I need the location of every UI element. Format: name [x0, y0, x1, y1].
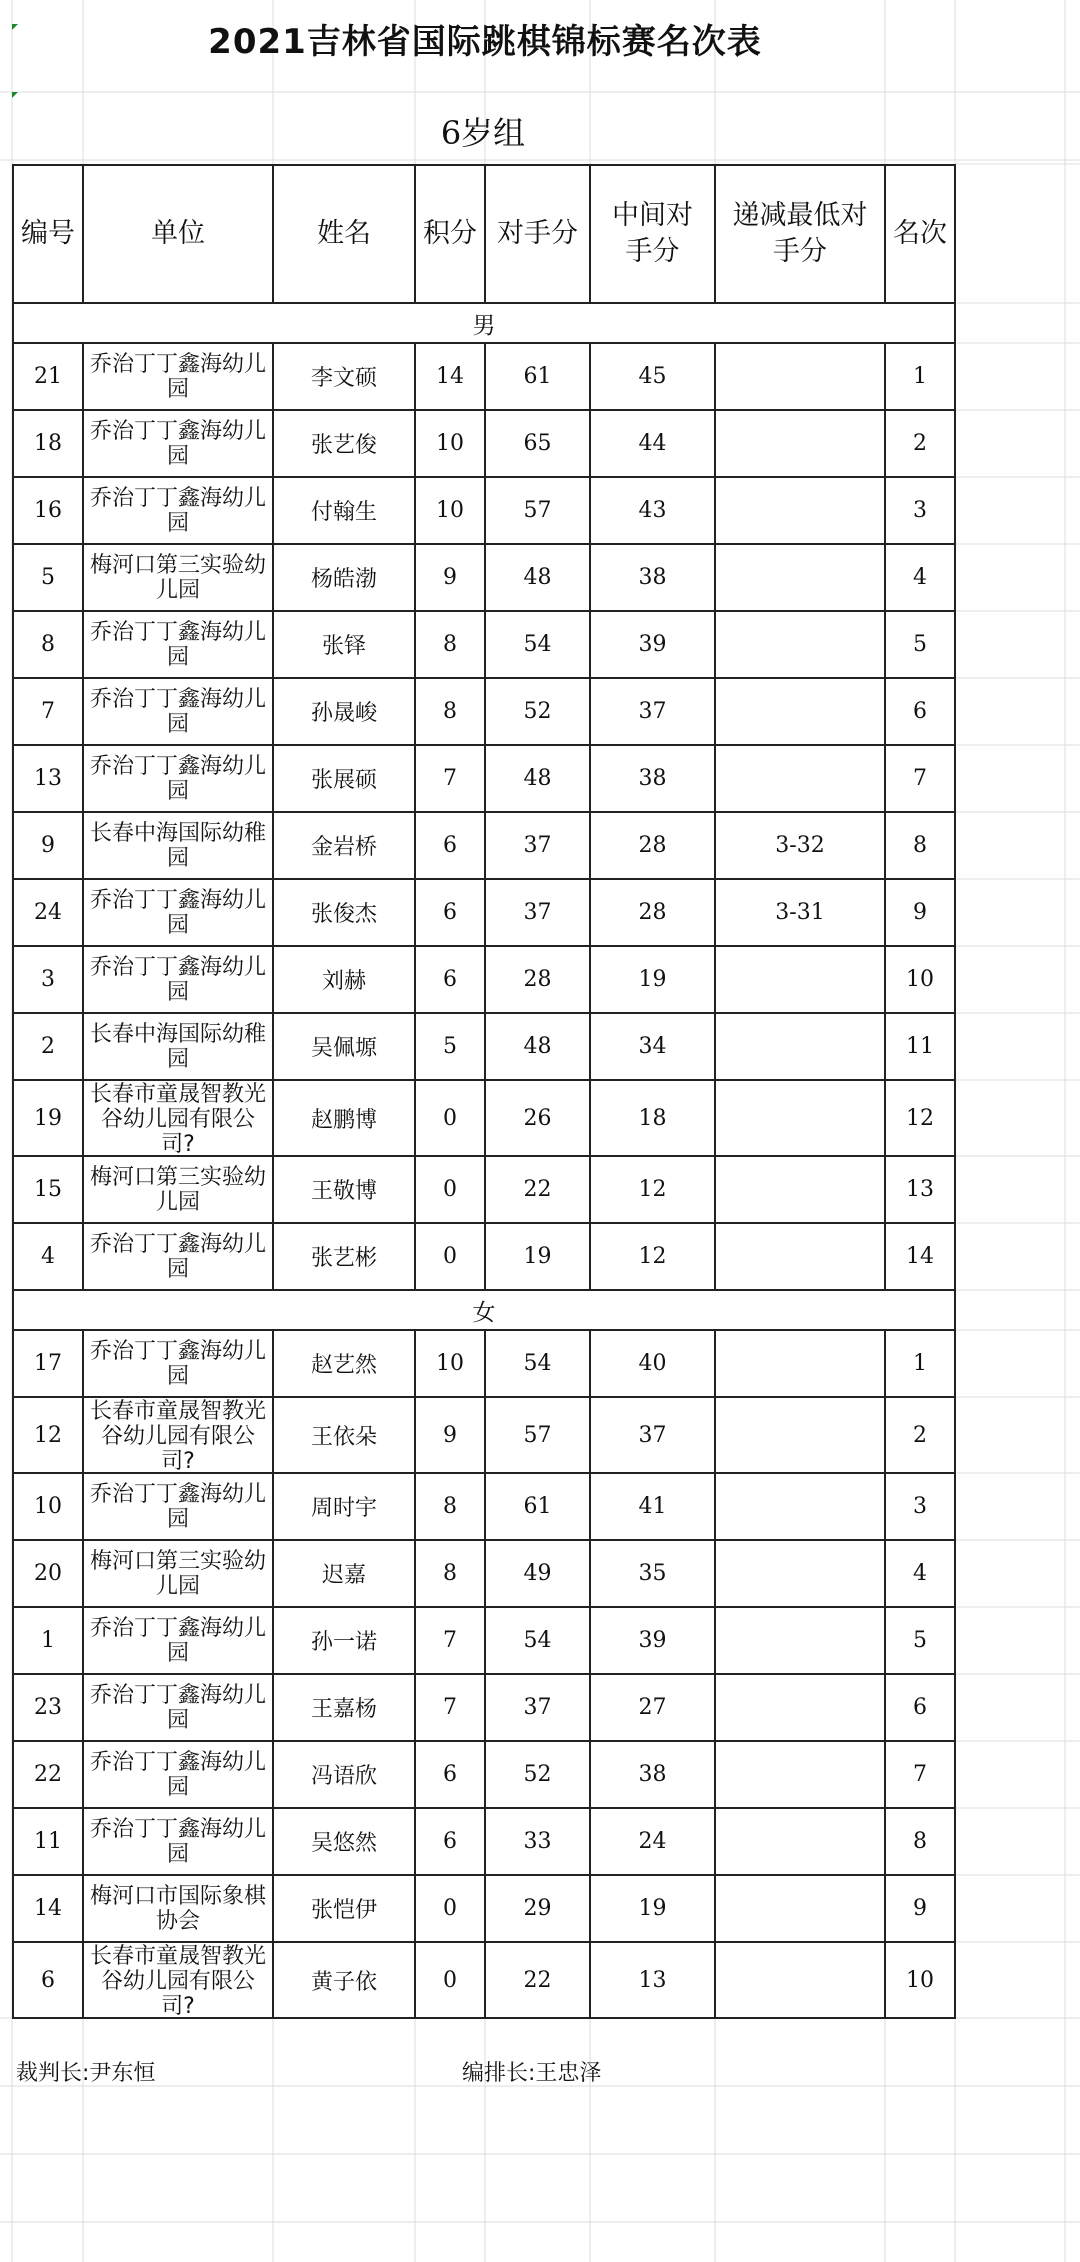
player-unit	[83, 1607, 273, 1674]
player-score: 6	[415, 879, 485, 946]
table-row	[13, 1674, 955, 1741]
group-row	[13, 1290, 955, 1330]
opponent-score: 37	[485, 1674, 590, 1741]
player-score: 0	[415, 1875, 485, 1942]
player-score: 0	[415, 1223, 485, 1290]
opponent-score: 52	[485, 1741, 590, 1808]
player-score: 7	[415, 745, 485, 812]
median-opponent-score: 12	[590, 1156, 715, 1223]
player-rank: 13	[885, 1156, 955, 1223]
median-opponent-score: 45	[590, 343, 715, 410]
table-row	[13, 1942, 955, 2018]
player-number: 16	[13, 477, 83, 544]
median-opponent-score: 24	[590, 1808, 715, 1875]
table-row	[13, 1741, 955, 1808]
player-rank: 8	[885, 1808, 955, 1875]
median-opponent-score: 12	[590, 1223, 715, 1290]
player-score: 5	[415, 1013, 485, 1080]
decreasing-lowest-opponent-score	[715, 946, 885, 1013]
player-rank: 4	[885, 544, 955, 611]
median-opponent-score: 13	[590, 1942, 715, 2018]
player-unit	[83, 1397, 273, 1473]
decreasing-lowest-opponent-score: 3-31	[715, 879, 885, 946]
opponent-score: 61	[485, 1473, 590, 1540]
player-unit-text: 长春市童晟智教光谷幼儿园有限公司?	[89, 1082, 266, 1154]
player-rank: 14	[885, 1223, 955, 1290]
table-row	[13, 812, 955, 879]
opponent-score: 29	[485, 1875, 590, 1942]
player-rank: 2	[885, 1397, 955, 1473]
cell-marker-icon	[12, 92, 18, 98]
opponent-score: 33	[485, 1808, 590, 1875]
player-unit-text: 长春市童晟智教光谷幼儿园有限公司?	[89, 1399, 266, 1471]
table-row	[13, 343, 955, 410]
player-score: 0	[415, 1942, 485, 2018]
player-number: 2	[13, 1013, 83, 1080]
player-name: 张艺彬	[273, 1223, 415, 1290]
player-score: 8	[415, 611, 485, 678]
median-opponent-score: 19	[590, 946, 715, 1013]
player-unit	[83, 1473, 273, 1540]
player-unit	[83, 1013, 273, 1080]
decreasing-lowest-opponent-score	[715, 1741, 885, 1808]
header-decreasing-lowest-opponent-score: 递减最低对手分	[715, 165, 885, 303]
player-rank: 9	[885, 879, 955, 946]
player-rank: 3	[885, 477, 955, 544]
player-name: 吴悠然	[273, 1808, 415, 1875]
player-score: 7	[415, 1674, 485, 1741]
player-rank: 8	[885, 812, 955, 879]
decreasing-lowest-opponent-score	[715, 1013, 885, 1080]
median-opponent-score: 43	[590, 477, 715, 544]
player-score: 9	[415, 544, 485, 611]
player-number: 24	[13, 879, 83, 946]
player-unit-text: 长春市童晟智教光谷幼儿园有限公司?	[89, 1944, 266, 2016]
decreasing-lowest-opponent-score	[715, 1674, 885, 1741]
header-opponent-score: 对手分	[485, 165, 590, 303]
median-opponent-score: 38	[590, 544, 715, 611]
player-unit	[83, 946, 273, 1013]
player-unit	[83, 1808, 273, 1875]
opponent-score: 48	[485, 745, 590, 812]
player-rank: 7	[885, 745, 955, 812]
player-unit	[83, 1223, 273, 1290]
player-number: 18	[13, 410, 83, 477]
group-label: 男	[13, 303, 955, 343]
opponent-score: 57	[485, 1397, 590, 1473]
chief-arranger: 编排长:王忠泽	[462, 2061, 602, 2086]
table-row	[13, 1473, 955, 1540]
median-opponent-score: 38	[590, 1741, 715, 1808]
player-name: 李文硕	[273, 343, 415, 410]
decreasing-lowest-opponent-score	[715, 343, 885, 410]
player-number: 1	[13, 1607, 83, 1674]
player-number: 8	[13, 611, 83, 678]
median-opponent-score: 38	[590, 745, 715, 812]
player-name: 周时宇	[273, 1473, 415, 1540]
player-unit	[83, 544, 273, 611]
player-unit	[83, 343, 273, 410]
player-rank: 6	[885, 678, 955, 745]
player-unit	[83, 1156, 273, 1223]
decreasing-lowest-opponent-score	[715, 678, 885, 745]
median-opponent-score: 39	[590, 1607, 715, 1674]
median-opponent-score: 40	[590, 1330, 715, 1397]
player-name: 付翰生	[273, 477, 415, 544]
decreasing-lowest-opponent-score	[715, 1223, 885, 1290]
player-name: 孙晟峻	[273, 678, 415, 745]
player-number: 21	[13, 343, 83, 410]
player-name: 赵鹏博	[273, 1080, 415, 1156]
median-opponent-score: 19	[590, 1875, 715, 1942]
player-unit	[83, 611, 273, 678]
decreasing-lowest-opponent-score	[715, 1156, 885, 1223]
decreasing-lowest-opponent-score	[715, 1875, 885, 1942]
player-unit-text: 乔治丁丁鑫海幼儿园	[89, 1231, 266, 1282]
table-row	[13, 1330, 955, 1397]
player-name: 刘赫	[273, 946, 415, 1013]
player-rank: 10	[885, 1942, 955, 2018]
table-row	[13, 678, 955, 745]
median-opponent-score: 37	[590, 1397, 715, 1473]
player-name: 王敬博	[273, 1156, 415, 1223]
player-score: 10	[415, 477, 485, 544]
player-unit-text: 长春中海国际幼稚园	[89, 820, 266, 871]
opponent-score: 28	[485, 946, 590, 1013]
opponent-score: 57	[485, 477, 590, 544]
table-row	[13, 544, 955, 611]
player-number: 11	[13, 1808, 83, 1875]
opponent-score: 19	[485, 1223, 590, 1290]
player-score: 7	[415, 1607, 485, 1674]
player-rank: 11	[885, 1013, 955, 1080]
table-row	[13, 1013, 955, 1080]
player-name: 王依朵	[273, 1397, 415, 1473]
player-name: 张铎	[273, 611, 415, 678]
median-opponent-score: 37	[590, 678, 715, 745]
player-number: 23	[13, 1674, 83, 1741]
opponent-score: 54	[485, 611, 590, 678]
player-rank: 1	[885, 343, 955, 410]
header-unit: 单位	[83, 165, 273, 303]
header-name: 姓名	[273, 165, 415, 303]
player-score: 6	[415, 946, 485, 1013]
player-score: 8	[415, 678, 485, 745]
decreasing-lowest-opponent-score	[715, 1942, 885, 2018]
player-number: 13	[13, 745, 83, 812]
median-opponent-score: 35	[590, 1540, 715, 1607]
player-unit	[83, 1080, 273, 1156]
player-number: 10	[13, 1473, 83, 1540]
player-unit	[83, 745, 273, 812]
player-unit	[83, 1540, 273, 1607]
median-opponent-score: 41	[590, 1473, 715, 1540]
player-unit-text: 乔治丁丁鑫海幼儿园	[89, 753, 266, 804]
player-name: 赵艺然	[273, 1330, 415, 1397]
player-unit	[83, 879, 273, 946]
player-number: 17	[13, 1330, 83, 1397]
decreasing-lowest-opponent-score	[715, 745, 885, 812]
player-unit	[83, 410, 273, 477]
decreasing-lowest-opponent-score	[715, 544, 885, 611]
player-score: 6	[415, 1741, 485, 1808]
player-number: 20	[13, 1540, 83, 1607]
player-name: 金岩桥	[273, 812, 415, 879]
table-row	[13, 946, 955, 1013]
median-opponent-score: 34	[590, 1013, 715, 1080]
opponent-score: 65	[485, 410, 590, 477]
player-number: 12	[13, 1397, 83, 1473]
opponent-score: 22	[485, 1156, 590, 1223]
header-median-opponent-score: 中间对手分	[590, 165, 715, 303]
player-number: 7	[13, 678, 83, 745]
player-unit-text: 乔治丁丁鑫海幼儿园	[89, 1682, 266, 1733]
decreasing-lowest-opponent-score	[715, 1080, 885, 1156]
player-unit-text: 乔治丁丁鑫海幼儿园	[89, 1816, 266, 1867]
chief-referee: 裁判长:尹东恒	[16, 2061, 156, 2086]
player-unit	[83, 1741, 273, 1808]
decreasing-lowest-opponent-score	[715, 1473, 885, 1540]
decreasing-lowest-opponent-score	[715, 1397, 885, 1473]
player-unit-text: 梅河口第三实验幼儿园	[89, 552, 266, 603]
player-unit-text: 梅河口第三实验幼儿园	[89, 1164, 266, 1215]
player-rank: 7	[885, 1741, 955, 1808]
opponent-score: 48	[485, 1013, 590, 1080]
table-row	[13, 477, 955, 544]
opponent-score: 52	[485, 678, 590, 745]
opponent-score: 54	[485, 1330, 590, 1397]
player-unit	[83, 1330, 273, 1397]
table-row	[13, 745, 955, 812]
player-number: 3	[13, 946, 83, 1013]
table-row	[13, 1223, 955, 1290]
table-row	[13, 1808, 955, 1875]
table-row	[13, 611, 955, 678]
player-unit	[83, 678, 273, 745]
player-rank: 5	[885, 611, 955, 678]
player-name: 孙一诺	[273, 1607, 415, 1674]
opponent-score: 54	[485, 1607, 590, 1674]
player-number: 9	[13, 812, 83, 879]
player-rank: 4	[885, 1540, 955, 1607]
player-unit-text: 长春中海国际幼稚园	[89, 1021, 266, 1072]
table-row	[13, 879, 955, 946]
player-score: 10	[415, 1330, 485, 1397]
decreasing-lowest-opponent-score	[715, 1607, 885, 1674]
player-score: 0	[415, 1156, 485, 1223]
player-unit-text: 乔治丁丁鑫海幼儿园	[89, 1615, 266, 1666]
player-name: 冯语欣	[273, 1741, 415, 1808]
median-opponent-score: 27	[590, 1674, 715, 1741]
player-score: 6	[415, 1808, 485, 1875]
player-unit-text: 乔治丁丁鑫海幼儿园	[89, 1749, 266, 1800]
player-unit-text: 乔治丁丁鑫海幼儿园	[89, 954, 266, 1005]
player-score: 8	[415, 1473, 485, 1540]
player-rank: 9	[885, 1875, 955, 1942]
player-unit-text: 梅河口市国际象棋协会	[89, 1883, 266, 1934]
decreasing-lowest-opponent-score	[715, 477, 885, 544]
group-label: 女	[13, 1290, 955, 1330]
header-number: 编号	[13, 165, 83, 303]
player-number: 4	[13, 1223, 83, 1290]
opponent-score: 22	[485, 1942, 590, 2018]
player-unit-text: 乔治丁丁鑫海幼儿园	[89, 619, 266, 670]
player-unit-text: 梅河口第三实验幼儿园	[89, 1548, 266, 1599]
player-unit	[83, 1942, 273, 2018]
table-row	[13, 1540, 955, 1607]
player-number: 6	[13, 1942, 83, 2018]
age-group-title: 6岁组	[440, 114, 526, 152]
median-opponent-score: 18	[590, 1080, 715, 1156]
player-rank: 1	[885, 1330, 955, 1397]
player-rank: 12	[885, 1080, 955, 1156]
header-row	[13, 165, 955, 303]
group-row	[13, 303, 955, 343]
median-opponent-score: 39	[590, 611, 715, 678]
median-opponent-score: 28	[590, 879, 715, 946]
player-score: 9	[415, 1397, 485, 1473]
header-rank: 名次	[885, 165, 955, 303]
opponent-score: 61	[485, 343, 590, 410]
opponent-score: 26	[485, 1080, 590, 1156]
player-score: 6	[415, 812, 485, 879]
player-number: 19	[13, 1080, 83, 1156]
player-name: 杨皓渤	[273, 544, 415, 611]
player-name: 吴佩塬	[273, 1013, 415, 1080]
player-unit	[83, 477, 273, 544]
player-name: 张展硕	[273, 745, 415, 812]
median-opponent-score: 44	[590, 410, 715, 477]
table-row	[13, 1875, 955, 1942]
player-unit-text: 乔治丁丁鑫海幼儿园	[89, 351, 266, 402]
decreasing-lowest-opponent-score	[715, 410, 885, 477]
player-number: 22	[13, 1741, 83, 1808]
player-unit-text: 乔治丁丁鑫海幼儿园	[89, 418, 266, 469]
opponent-score: 37	[485, 812, 590, 879]
player-number: 14	[13, 1875, 83, 1942]
player-name: 张恺伊	[273, 1875, 415, 1942]
player-rank: 2	[885, 410, 955, 477]
decreasing-lowest-opponent-score: 3-32	[715, 812, 885, 879]
table-row	[13, 1397, 955, 1473]
player-unit	[83, 1674, 273, 1741]
opponent-score: 37	[485, 879, 590, 946]
table-row	[13, 1080, 955, 1156]
document-title: 2021吉林省国际跳棋锦标赛名次表	[208, 22, 762, 62]
decreasing-lowest-opponent-score	[715, 611, 885, 678]
player-name: 黄子依	[273, 1942, 415, 2018]
decreasing-lowest-opponent-score	[715, 1808, 885, 1875]
player-number: 5	[13, 544, 83, 611]
player-name: 王嘉杨	[273, 1674, 415, 1741]
player-score: 0	[415, 1080, 485, 1156]
decreasing-lowest-opponent-score	[715, 1540, 885, 1607]
table-row	[13, 1607, 955, 1674]
player-unit	[83, 1875, 273, 1942]
player-unit	[83, 812, 273, 879]
player-unit-text: 乔治丁丁鑫海幼儿园	[89, 686, 266, 737]
player-name: 张俊杰	[273, 879, 415, 946]
table-row	[13, 1156, 955, 1223]
opponent-score: 49	[485, 1540, 590, 1607]
player-score: 8	[415, 1540, 485, 1607]
player-rank: 3	[885, 1473, 955, 1540]
player-name: 张艺俊	[273, 410, 415, 477]
header-score: 积分	[415, 165, 485, 303]
player-rank: 10	[885, 946, 955, 1013]
player-unit-text: 乔治丁丁鑫海幼儿园	[89, 1481, 266, 1532]
decreasing-lowest-opponent-score	[715, 1330, 885, 1397]
player-score: 10	[415, 410, 485, 477]
player-unit-text: 乔治丁丁鑫海幼儿园	[89, 485, 266, 536]
median-opponent-score: 28	[590, 812, 715, 879]
opponent-score: 48	[485, 544, 590, 611]
player-score: 14	[415, 343, 485, 410]
player-number: 15	[13, 1156, 83, 1223]
player-unit-text: 乔治丁丁鑫海幼儿园	[89, 1338, 266, 1389]
player-rank: 6	[885, 1674, 955, 1741]
table-row	[13, 410, 955, 477]
ranking-table	[12, 164, 956, 2019]
player-unit-text: 乔治丁丁鑫海幼儿园	[89, 887, 266, 938]
player-name: 迟嘉	[273, 1540, 415, 1607]
player-rank: 5	[885, 1607, 955, 1674]
